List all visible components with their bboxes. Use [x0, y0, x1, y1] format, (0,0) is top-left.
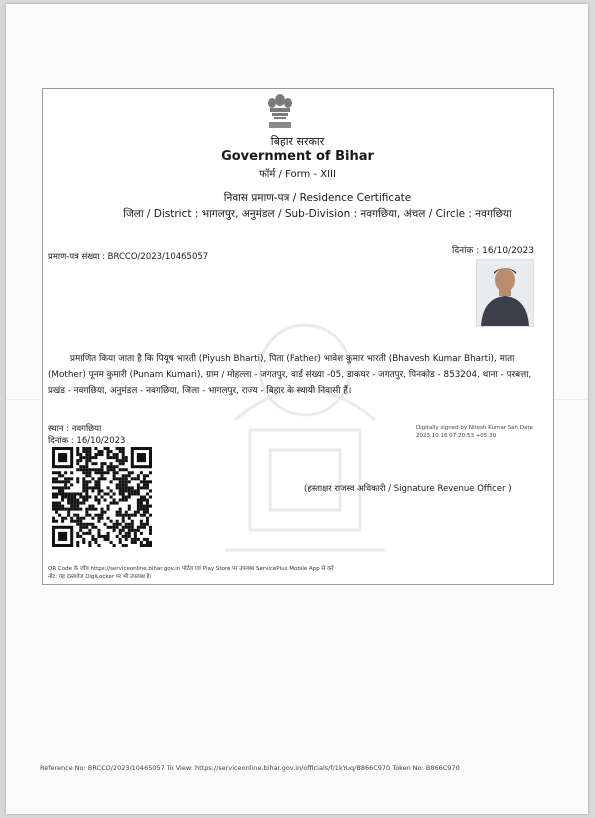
- place-date: दिनांक : 16/10/2023: [48, 436, 126, 446]
- person-photo: [477, 260, 533, 326]
- reference-line: Reference No: BRCCO/2023/10465057 To View: https://serviceonline.bihar.gov.in/officials/f/1kYuq/B866C970 Token No: B866C970: [40, 764, 460, 772]
- certificate-title: निवास प्रमाण-पत्र / Residence Certificate: [223, 192, 412, 204]
- district-line: जिला / District : भागलपुर, अनुमंडल / Sub-Division : नवगछिया, अंचल / Circle : नवगछिया: [123, 208, 512, 220]
- footnote-digilocker: नोट: यह दस्तावेज DigiLocker पर भी उपलब्ध है।: [48, 574, 152, 580]
- photo: [476, 259, 534, 327]
- form-number: फॉर्म / Form - XIII: [259, 169, 336, 180]
- signature-line: (हस्ताक्षर राजस्व अधिकारी / Signature Revenue Officer ): [304, 484, 512, 494]
- ashoka-emblem-icon: [263, 92, 297, 130]
- certificate-body: प्रमाणित किया जाता है कि पियूष भारती (Piyush Bharti), पिता (Father) भावेश कुमार भारती (Bhavesh Kumar Bharti), माता (Mother) पूनम कुमारी (Punam Kumari), ग्राम / मोहल्ला - जगतपुर, वार्ड संख्या -05, डाकघर - जगतपुर, पिनकोड - 853204, थाना - परबत्ता, प्रखंड - नवगछिया, अनुमंडल - नवगछिया, जिला - भागलपुर, राज्य - बिहार के स्थायी निवासी हैं।: [48, 354, 532, 396]
- government-title: Government of Bihar: [221, 149, 374, 164]
- watermark-icon: [195, 300, 415, 570]
- footnote: [48, 565, 333, 581]
- issue-date: दिनांक : 16/10/2023: [452, 246, 534, 256]
- certificate-number: प्रमाण-पत्र संख्या : BRCCO/2023/10465057: [48, 252, 209, 262]
- digital-signature: Digitally signed by Nitesh Kumar Sah Date 2023.10.16 07:20:53 +05:30: [416, 425, 533, 439]
- qr-code-icon: [52, 447, 152, 547]
- department-hindi: बिहार सरकार: [270, 135, 325, 148]
- footnote-qr: QR Code के जाँच https://serviceonline.bihar.gov.in पोर्टल एवं Play Store पर उपलब्ध ServicePlus Mobile App से करें: [48, 566, 334, 572]
- place: स्थान : नवगछिया: [48, 424, 102, 434]
